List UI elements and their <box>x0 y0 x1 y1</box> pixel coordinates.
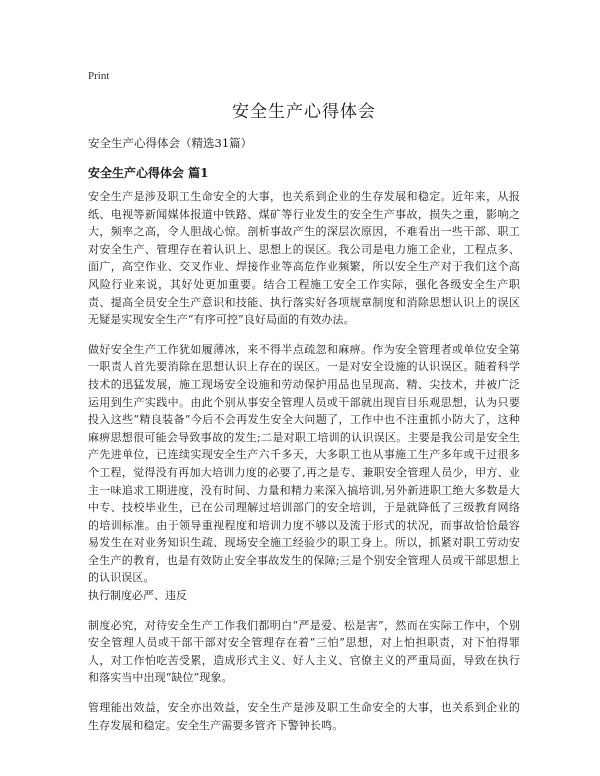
document-title: 安全生产心得体会 <box>232 102 376 122</box>
body-paragraph: 做好安全生产工作犹如履薄冰，来不得半点疏忽和麻痹。作为安全管理者或单位安全第一职责人首先要消除在思想认识上存在的误区。一是对安全设施的认识误区。随着科学技术的迅猛发展，施工现场安全设施和劳动保护用品也呈现高、精、尖技术，并被广泛运用到生产实践中。由此个别从事安全管理人员或干部就出现盲目乐观思想，认为只要投入这些“精良装备”今后不会再发生安全大问题了，工作中也不注重抓小防大了，这种麻痹思想很可能会导致事故的发生;二是对职工培训的认识误区。主要是我公司是安全生产先进单位，已连续实现安全生产六千多天，大多职工也从事施工生产多年或干过很多个工程，觉得没有再加大培训力度的必要了,再之是专、兼职安全管理人员少，甲方、业主一味追求工期进度，没有时间、力量和精力来深入搞培训,另外新进职工绝大多数是大中专、技校毕业生，已在公司理解过培训部门的安全培训，于是就降低了三级教育网络的培训标准。由于领导重视程度和培训力度不够以及流于形式的状况，而事故恰恰最容易发生在对业务知识生疏、现场安全施工经验少的职工身上。所以，抓紧对职工劳动安全生产的教育，也是有效防止安全事故发生的保障;三是个别安全管理人员或干部思想上的认识误区。 <box>88 342 520 585</box>
body-paragraph: 管理能出效益，安全亦出效益，安全生产是涉及职工生命安全的大事，也关系到企业的生存发展和稳定。安全生产需要多管齐下警钟长鸣。 <box>88 701 520 732</box>
document-page <box>88 68 520 734</box>
body-paragraph: 制度必究，对待安全生产工作我们都明白“严是爱、松是害”，然而在实际工作中，个别安全管理人员或干部干部对安全管理存在着“三怕”思想，对上怕担职责，对下怕得罪人，对工作怕吃苦受累，造成形式主义、好人主义、官僚主义的严重局面，导致在执行和落实当中出现“缺位”现象。 <box>88 618 520 685</box>
body-line: 执行制度必严、违反 <box>88 589 187 603</box>
print-label[interactable]: Print <box>88 70 110 82</box>
document-subtitle: 安全生产心得体会（精选31篇） <box>88 136 253 150</box>
section-heading: 安全生产心得体会 篇1 <box>88 166 209 180</box>
body-paragraph: 安全生产是涉及职工生命安全的大事，也关系到企业的生存发展和稳定。近年来，从报纸、电视等新闻媒体报道中铁路、煤矿等行业发生的安全生产事故，损失之重，影响之大，频率之高，令人胆战心惊。剖析事故产生的深层次原因，不难看出一些干部、职工对安全生产、管理存在着认识上、思想上的误区。我公司是电力施工企业，工程点多、面广，高空作业、交叉作业、焊接作业等高危作业频繁，所以安全生产对于我们这个高风险行业来说，其好处更加重要。结合工程施工安全工作实际，强化各级安全生产职责、提高全员安全生产意识和技能、执行落实好各项规章制度和消除思想认识上的误区无疑是实现安全生产“有序可控”良好局面的有效办法。 <box>88 190 520 327</box>
